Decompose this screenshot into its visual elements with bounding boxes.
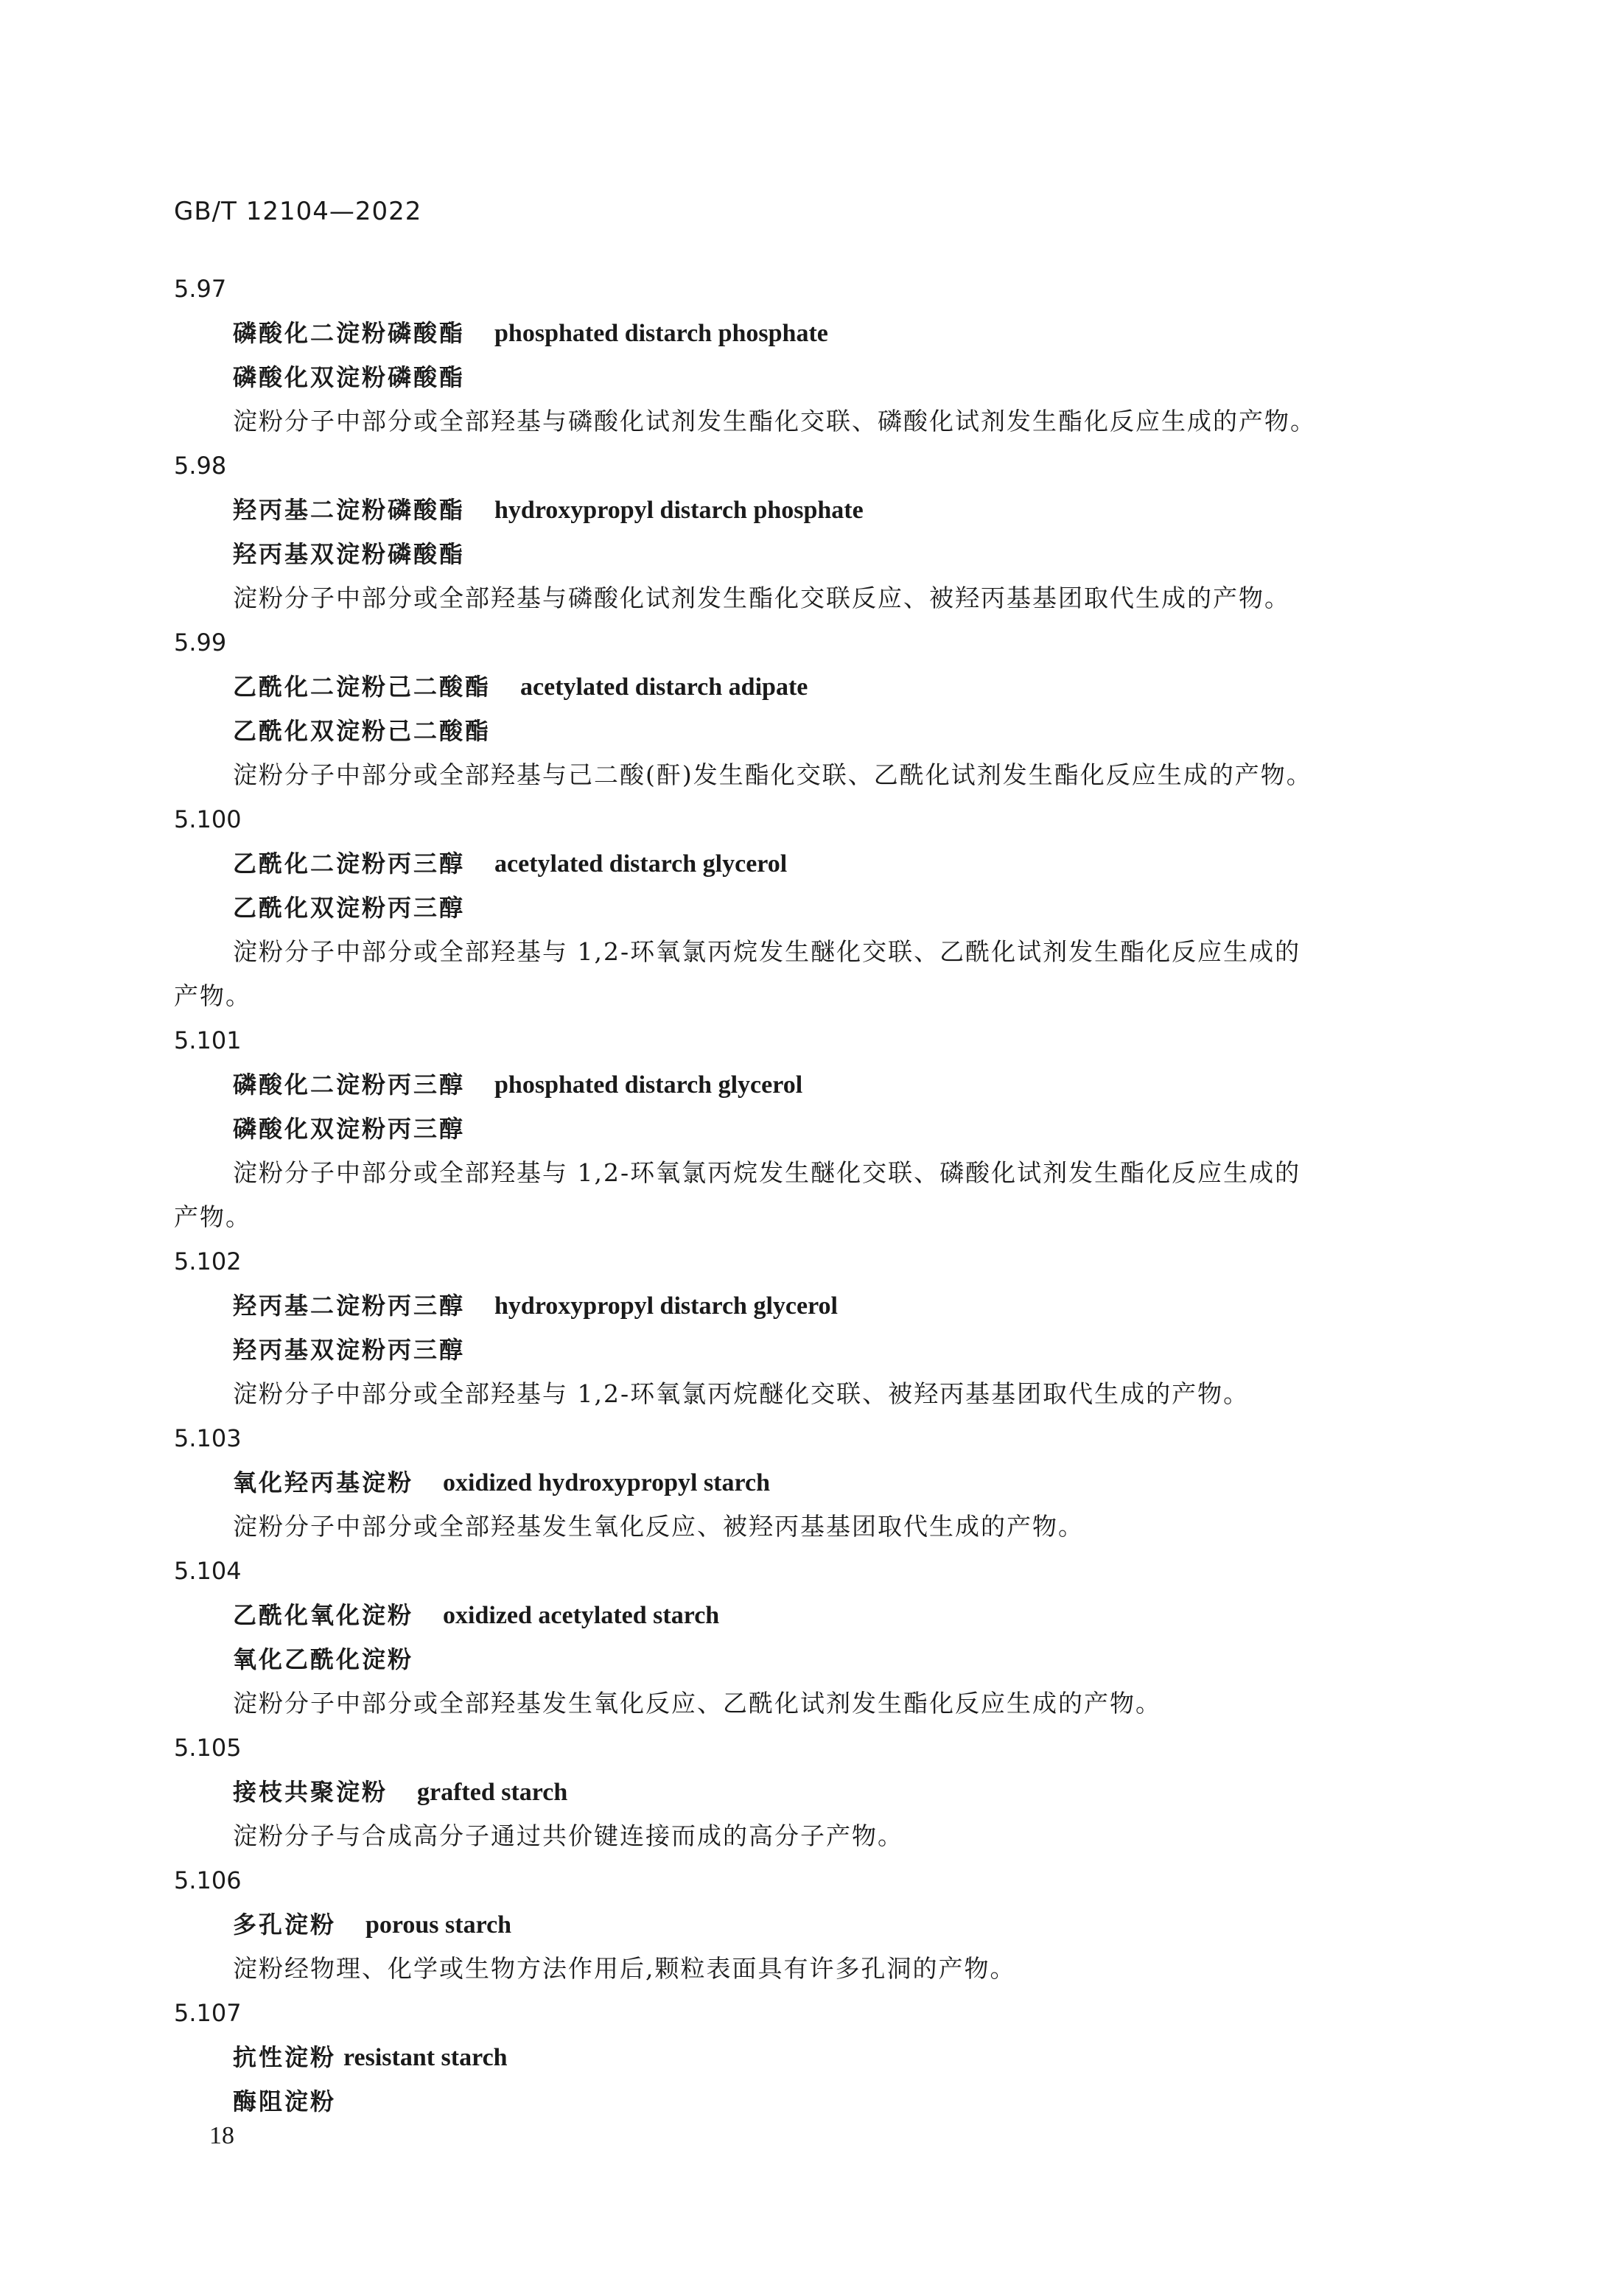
term-number: 5.100 xyxy=(174,805,242,833)
definition-line: 淀粉分子中部分或全部羟基发生氧化反应、乙酰化试剂发生酯化反应生成的产物。 xyxy=(233,1689,1161,1718)
term-definition xyxy=(174,1681,1456,1726)
definition-line: 淀粉分子与合成高分子通过共价键连接而成的高分子产物。 xyxy=(233,1821,903,1850)
term-number: 5.97 xyxy=(174,275,227,303)
definition-line: 淀粉分子中部分或全部羟基与磷酸化试剂发生酯化交联、磷酸化试剂发生酯化反应生成的产物。 xyxy=(233,407,1316,435)
term-synonym-line xyxy=(174,1328,1456,1372)
term-english: grafted starch xyxy=(417,1779,568,1806)
term-number: 5.105 xyxy=(174,1734,242,1762)
definition-line: 淀粉分子中部分或全部羟基与 1,2-环氧氯丙烷醚化交联、被羟丙基基团取代生成的产物。 xyxy=(233,1379,1250,1408)
term-definition xyxy=(174,399,1456,444)
term-heading xyxy=(174,1063,1456,1107)
term-synonym-line xyxy=(174,1637,1456,1681)
term-english: phosphated distarch phosphate xyxy=(494,320,828,347)
term-chinese: 乙酰化二淀粉丙三醇 xyxy=(233,850,466,878)
term-english: porous starch xyxy=(365,1911,512,1939)
term-number: 5.106 xyxy=(174,1866,242,1894)
term-synonym-line xyxy=(174,886,1456,930)
term-definition xyxy=(174,1151,1456,1239)
term-definition xyxy=(174,576,1456,620)
term-english: oxidized hydroxypropyl starch xyxy=(443,1469,770,1496)
term-definition xyxy=(174,1947,1456,1991)
term-english: hydroxypropyl distarch glycerol xyxy=(494,1292,838,1320)
term-chinese: 羟丙基二淀粉磷酸酯 xyxy=(233,496,466,524)
definition-line: 淀粉分子中部分或全部羟基与 1,2-环氧氯丙烷发生醚化交联、磷酸化试剂发生酯化反应生成的 xyxy=(233,1158,1301,1187)
term-synonym: 羟丙基双淀粉磷酸酯 xyxy=(233,540,466,568)
term-entry xyxy=(174,1726,1456,1858)
standard-code: GB/T 12104—2022 xyxy=(174,197,422,226)
term-english: acetylated distarch glycerol xyxy=(494,850,788,878)
term-heading xyxy=(174,841,1456,886)
definition-line: 淀粉分子中部分或全部羟基发生氧化反应、被羟丙基基团取代生成的产物。 xyxy=(233,1512,1084,1541)
term-synonym: 酶阻淀粉 xyxy=(233,2087,337,2115)
term-heading xyxy=(174,2035,1456,2079)
term-definition xyxy=(174,1505,1456,1549)
term-definition xyxy=(174,1372,1456,1416)
term-english: acetylated distarch adipate xyxy=(520,673,808,701)
term-synonym-line xyxy=(174,1107,1456,1151)
term-chinese: 多孔淀粉 xyxy=(233,1911,337,1939)
term-chinese: 磷酸化二淀粉磷酸酯 xyxy=(233,319,466,347)
term-entry xyxy=(174,1018,1456,1239)
term-synonym: 磷酸化双淀粉丙三醇 xyxy=(233,1115,466,1143)
term-entry xyxy=(174,797,1456,1018)
term-definition xyxy=(174,930,1456,1018)
term-number: 5.98 xyxy=(174,452,227,480)
term-chinese: 羟丙基二淀粉丙三醇 xyxy=(233,1292,466,1320)
term-synonym: 羟丙基双淀粉丙三醇 xyxy=(233,1336,466,1364)
term-entry xyxy=(174,444,1456,620)
term-synonym-line xyxy=(174,532,1456,576)
page-number: 18 xyxy=(209,2122,234,2149)
definition-line: 淀粉分子中部分或全部羟基与己二酸(酐)发生酯化交联、乙酰化试剂发生酯化反应生成的产物。 xyxy=(233,760,1312,789)
term-heading xyxy=(174,665,1456,709)
term-chinese: 抗性淀粉 xyxy=(233,2043,337,2071)
term-number: 5.101 xyxy=(174,1026,242,1054)
definition-line: 淀粉经物理、化学或生物方法作用后,颗粒表面具有许多孔洞的产物。 xyxy=(233,1954,1016,1983)
term-entry xyxy=(174,1549,1456,1726)
term-chinese: 氧化羟丙基淀粉 xyxy=(233,1468,414,1496)
term-heading xyxy=(174,1460,1456,1505)
term-synonym-line xyxy=(174,709,1456,753)
term-heading xyxy=(174,488,1456,532)
term-synonym: 乙酰化双淀粉丙三醇 xyxy=(233,894,466,922)
term-synonym-line xyxy=(174,2079,1456,2124)
term-definition xyxy=(174,753,1456,797)
term-chinese: 乙酰化二淀粉己二酸酯 xyxy=(233,673,491,701)
term-number: 5.103 xyxy=(174,1424,242,1452)
term-chinese: 乙酰化氧化淀粉 xyxy=(233,1601,414,1629)
term-english: oxidized acetylated starch xyxy=(443,1602,720,1629)
term-heading xyxy=(174,311,1456,355)
term-entry xyxy=(174,1239,1456,1416)
term-number: 5.107 xyxy=(174,1999,242,2027)
term-entry xyxy=(174,1416,1456,1549)
term-chinese: 磷酸化二淀粉丙三醇 xyxy=(233,1071,466,1099)
term-synonym-line xyxy=(174,355,1456,399)
term-entry xyxy=(174,267,1456,444)
term-list xyxy=(174,267,1456,2124)
term-chinese: 接枝共聚淀粉 xyxy=(233,1778,388,1806)
term-number: 5.102 xyxy=(174,1247,242,1275)
definition-line: 淀粉分子中部分或全部羟基与磷酸化试剂发生酯化交联反应、被羟丙基基团取代生成的产物。 xyxy=(233,584,1290,612)
term-synonym: 磷酸化双淀粉磷酸酯 xyxy=(233,363,466,391)
definition-line: 产物。 xyxy=(174,1202,251,1231)
definition-line: 淀粉分子中部分或全部羟基与 1,2-环氧氯丙烷发生醚化交联、乙酰化试剂发生酯化反应生成的 xyxy=(233,937,1301,966)
term-english: hydroxypropyl distarch phosphate xyxy=(494,497,864,524)
term-heading xyxy=(174,1593,1456,1637)
term-definition xyxy=(174,1814,1456,1858)
term-entry xyxy=(174,1991,1456,2124)
term-number: 5.99 xyxy=(174,629,227,657)
term-entry xyxy=(174,620,1456,797)
term-heading xyxy=(174,1284,1456,1328)
definition-line: 产物。 xyxy=(174,981,251,1010)
term-heading xyxy=(174,1902,1456,1947)
term-synonym: 乙酰化双淀粉己二酸酯 xyxy=(233,717,491,745)
term-english: resistant starch xyxy=(343,2044,508,2071)
term-heading xyxy=(174,1770,1456,1814)
term-entry xyxy=(174,1858,1456,1991)
term-synonym: 氧化乙酰化淀粉 xyxy=(233,1645,414,1673)
term-number: 5.104 xyxy=(174,1557,242,1585)
term-english: phosphated distarch glycerol xyxy=(494,1071,803,1099)
